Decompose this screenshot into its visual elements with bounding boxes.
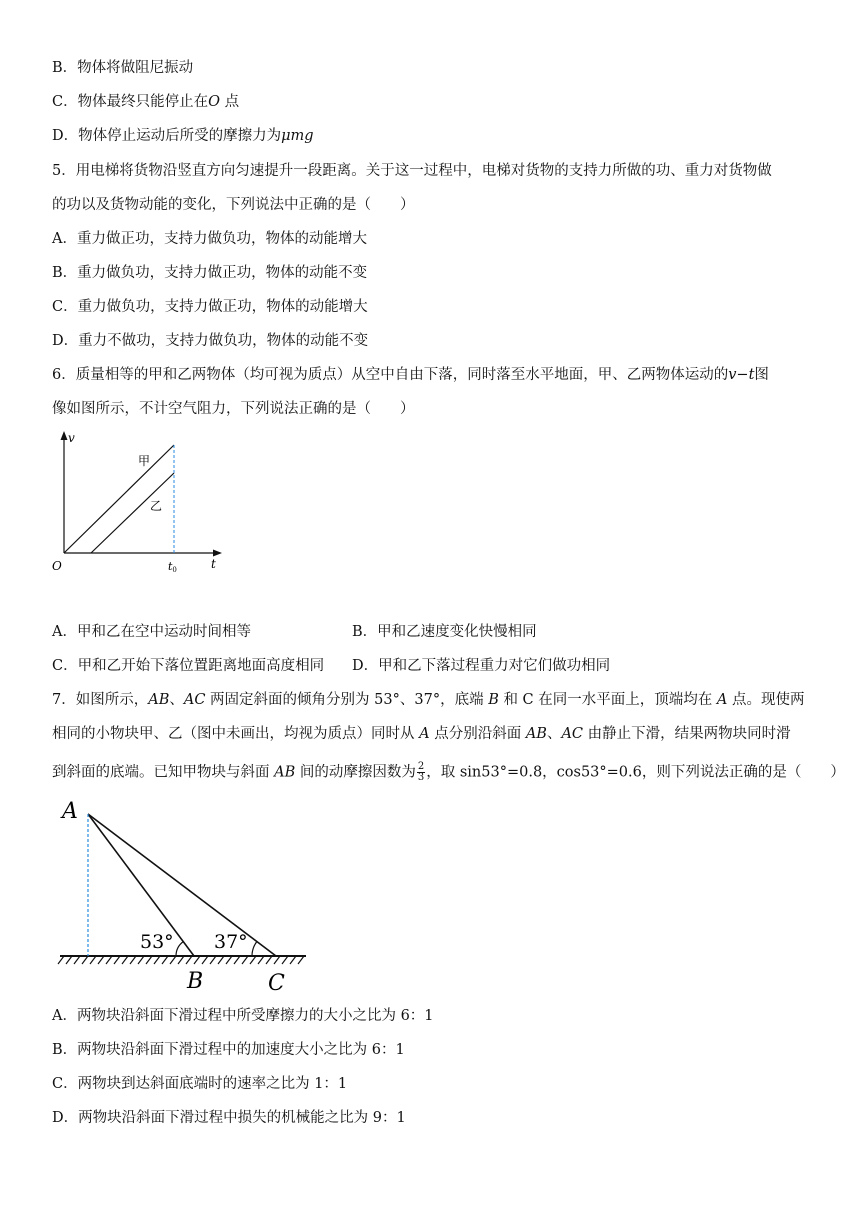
q4-option-c-text: C．物体最终只能停止在 [52,94,209,110]
label-jia: 甲 [138,454,151,468]
q4-option-d-var: μmg [281,128,314,144]
q6-option-b: B．甲和乙速度变化快慢相同 [352,624,537,640]
q7-stem-line1 [52,690,804,710]
q7-l3-text-a: 到斜面的底端。已知甲物块与斜面 [52,764,275,781]
angle-arc-53 [176,942,183,956]
hatch-mark [178,956,184,964]
q4-option-c-suffix: 点 [219,94,240,110]
q7-l3-text-b: 间的动摩擦因数为 [295,764,416,781]
hatch-mark [186,956,192,964]
q7-l2-a: A [419,726,430,742]
hatch-mark [138,956,144,964]
q7-l3-ab: AB [274,764,296,781]
hatch-mark [250,956,256,964]
q5-option-b: B．重力做负功，支持力做正功，物体的动能不变 [52,265,368,281]
q4-option-c [52,92,239,112]
q7-l1-text-a: 7．如图所示， [52,692,149,708]
t-axis-arrow [213,550,222,557]
q7-l2-sep: 、 [546,726,562,742]
hatch-mark [106,956,112,964]
q7-l2-ab: AB [525,726,547,742]
angle-37-label: 37° [214,931,248,953]
t0-label-sub: 0 [172,566,177,574]
q7-l2-text-c: 由静止下滑，结果两物块同时滑 [583,726,791,742]
t0-label [168,560,177,574]
hatch-mark [114,956,120,964]
q7-l2-text-b: 点分别沿斜面 [429,726,526,742]
origin-label: O [52,559,62,573]
hatch-mark [170,956,176,964]
q7-option-b: B．两物块沿斜面下滑过程中的加速度大小之比为 6：1 [52,1042,405,1058]
q7-l1-text-d: 点。现使两 [727,692,805,708]
hatch-mark [194,956,200,964]
q7-l1-b: B [488,692,499,708]
q7-l1-ab: AB [148,692,170,708]
q4-option-b: B．物体将做阻尼振动 [52,60,194,76]
q5-stem-line2: 的功以及货物动能的变化，下列说法中正确的是（ ） [52,197,415,213]
ground-hatching [58,956,304,964]
q5-option-a: A．重力做正功，支持力做负功，物体的动能增大 [52,231,367,247]
friction-fraction [417,762,425,783]
q7-option-d: D．两物块沿斜面下滑过程中损失的机械能之比为 9：1 [52,1110,406,1126]
incline-ac [88,814,276,956]
q7-l2-ac: AC [561,726,584,742]
point-a-label: A [62,799,78,824]
fraction-denominator: 3 [417,772,425,783]
point-c-label: C [268,971,285,996]
t-axis-label: t [211,557,216,571]
hatch-mark [226,956,232,964]
hatch-mark [258,956,264,964]
hatch-mark [98,956,104,964]
label-yi: 乙 [150,499,163,513]
q5-option-c: C．重力做负功，支持力做正功，物体的动能增大 [52,299,368,315]
q7-l1-ac: AC [183,692,206,708]
hatch-mark [130,956,136,964]
q7-incline-figure [52,798,322,998]
hatch-mark [218,956,224,964]
point-b-label: B [187,969,204,994]
q7-l1-sep: 、 [169,692,184,708]
hatch-mark [74,956,80,964]
q7-l1-a: A [716,692,728,708]
q4-option-c-var: O [208,94,220,110]
hatch-mark [234,956,240,964]
q7-l1-text-c: 和 C 在同一水平面上，顶端均在 [498,692,717,708]
hatch-mark [122,956,128,964]
q6-vt-graph [48,428,228,578]
q6-stem-line2: 像如图所示，不计空气阻力，下列说法正确的是（ ） [52,401,415,417]
hatch-mark [290,956,296,964]
q7-option-c: C．两物块到达斜面底端时的速率之比为 1：1 [52,1076,348,1092]
q6-option-a: A．甲和乙在空中运动时间相等 [52,624,251,640]
hatch-mark [298,956,304,964]
hatch-mark [210,956,216,964]
q7-option-a: A．两物块沿斜面下滑过程中所受摩擦力的大小之比为 6：1 [52,1008,434,1024]
hatch-mark [274,956,280,964]
v-axis-label: v [68,431,75,445]
t0-label-main: t [168,560,173,573]
angle-53-label: 53° [140,931,174,953]
hatch-mark [82,956,88,964]
q7-l3-text-c: ，取 sin53°=0.8，cos53°=0.6，则下列说法正确的是（ ） [426,764,845,781]
hatch-mark [154,956,160,964]
v-axis-arrow [61,431,68,440]
angle-arc-37 [252,942,257,956]
q4-option-d [52,126,314,146]
hatch-mark [242,956,248,964]
hatch-mark [66,956,72,964]
q6-stem-var: v−t [728,367,755,383]
q6-option-d: D．甲和乙下落过程重力对它们做功相同 [352,658,611,674]
hatch-mark [162,956,168,964]
q7-stem-line3 [52,762,845,783]
hatch-mark [202,956,208,964]
q7-l1-text-b: 两固定斜面的倾角分别为 53°、37°，底端 [205,692,489,708]
hatch-mark [90,956,96,964]
hatch-mark [58,956,64,964]
fraction-numerator: 2 [417,761,425,772]
q7-l2-text-a: 相同的小物块甲、乙（图中未画出，均视为质点）同时从 [52,726,420,742]
q6-option-c: C．甲和乙开始下落位置距离地面高度相同 [52,658,325,674]
q7-stem-line2 [52,724,791,744]
q6-stem-line1 [52,365,769,385]
q5-option-d: D．重力不做功，支持力做负功，物体的动能不变 [52,333,369,349]
hatch-mark [146,956,152,964]
q6-stem-text: 6．质量相等的甲和乙两物体（均可视为质点）从空中自由下落，同时落至水平地面，甲、乙两物体运动的 [52,367,729,383]
hatch-mark [282,956,288,964]
q4-option-d-text: D．物体停止运动后所受的摩擦力为 [52,128,282,144]
q5-stem-line1: 5．用电梯将货物沿竖直方向匀速提升一段距离。关于这一过程中，电梯对货物的支持力所做的功、重力对货物做 [52,163,772,179]
hatch-mark [266,956,272,964]
q6-stem-suffix: 图 [754,367,769,383]
